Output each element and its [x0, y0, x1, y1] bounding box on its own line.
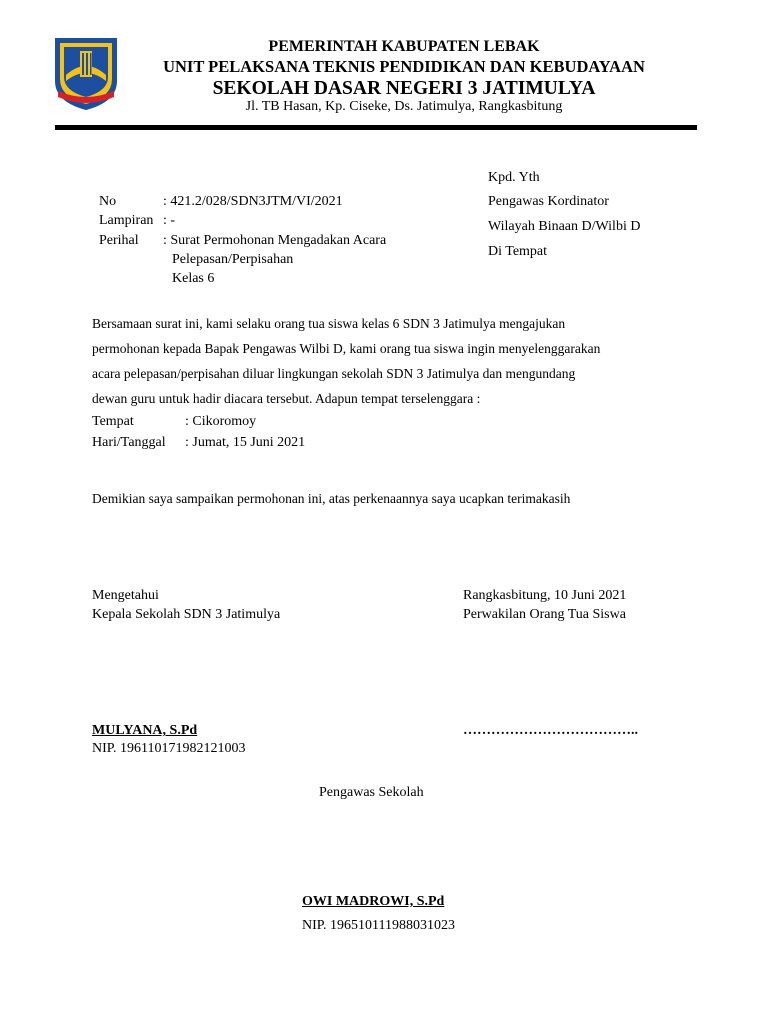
sig-left-nip: NIP. 196110171982121003	[92, 741, 246, 756]
meta-lampiran-label: Lampiran	[99, 213, 154, 228]
meta-no-value: : 421.2/028/SDN3JTM/VI/2021	[163, 194, 343, 209]
letterhead-school: SEKOLAH DASAR NEGERI 3 JATIMULYA	[212, 78, 596, 99]
sig-left-name: MULYANA, S.Pd	[92, 723, 198, 738]
tanggal-label: Hari/Tanggal	[92, 435, 166, 450]
sig-right-line-2: Perwakilan Orang Tua Siswa	[463, 607, 626, 622]
meta-perihal-value-3: Kelas 6	[172, 271, 215, 286]
addressee-line-3: Wilayah Binaan D/Wilbi D	[488, 219, 641, 234]
sig-bottom-nip: NIP. 196510111988031023	[302, 918, 455, 933]
sig-right-line-1: Rangkasbitung, 10 Juni 2021	[463, 588, 627, 603]
body-line-2: permohonan kepada Bapak Pengawas Wilbi D, kami orang tua siswa ingin menyelenggarakan	[92, 341, 601, 356]
meta-perihal-value-2: Pelepasan/Perpisahan	[172, 252, 294, 267]
addressee-line-2: Pengawas Kordinator	[488, 194, 609, 209]
body-line-4: dewan guru untuk hadir diacara tersebut. Adapun tempat terselenggara :	[92, 391, 481, 406]
sig-bottom-title: Pengawas Sekolah	[319, 785, 424, 800]
tempat-value: : Cikoromoy	[185, 414, 257, 429]
lebak-regency-logo	[54, 37, 118, 111]
tempat-label: Tempat	[92, 414, 134, 429]
meta-no-label: No	[99, 194, 117, 209]
sig-left-line-1: Mengetahui	[92, 588, 159, 603]
closing-sentence: Demikian saya sampaikan permohonan ini, atas perkenaannya saya ucapkan terimakasih	[92, 491, 571, 506]
sig-left-line-2: Kepala Sekolah SDN 3 Jatimulya	[92, 607, 281, 622]
addressee-line-4: Di Tempat	[488, 244, 548, 259]
letterhead-government: PEMERINTAH KABUPATEN LEBAK	[268, 38, 540, 55]
letterhead-rule	[55, 125, 697, 130]
meta-perihal-label: Perihal	[99, 233, 139, 248]
letterhead-address: Jl. TB Hasan, Kp. Ciseke, Ds. Jatimulya, Rangkasbitung	[245, 99, 563, 114]
body-line-1: Bersamaan surat ini, kami selaku orang tua siswa kelas 6 SDN 3 Jatimulya mengajukan	[92, 316, 566, 331]
body-line-3: acara pelepasan/perpisahan diluar lingkungan sekolah SDN 3 Jatimulya dan mengundang	[92, 366, 576, 381]
sig-bottom-name: OWI MADROWI, S.Pd	[302, 894, 445, 909]
tanggal-value: : Jumat, 15 Juni 2021	[185, 435, 306, 450]
addressee-line-1: Kpd. Yth	[488, 170, 540, 185]
meta-lampiran-value: : -	[163, 213, 176, 228]
letterhead-unit: UNIT PELAKSANA TEKNIS PENDIDIKAN DAN KEBUDAYAAN	[163, 57, 645, 76]
sig-right-blank: ………………………………..	[463, 723, 638, 738]
meta-perihal-value-1: : Surat Permohonan Mengadakan Acara	[163, 233, 387, 248]
